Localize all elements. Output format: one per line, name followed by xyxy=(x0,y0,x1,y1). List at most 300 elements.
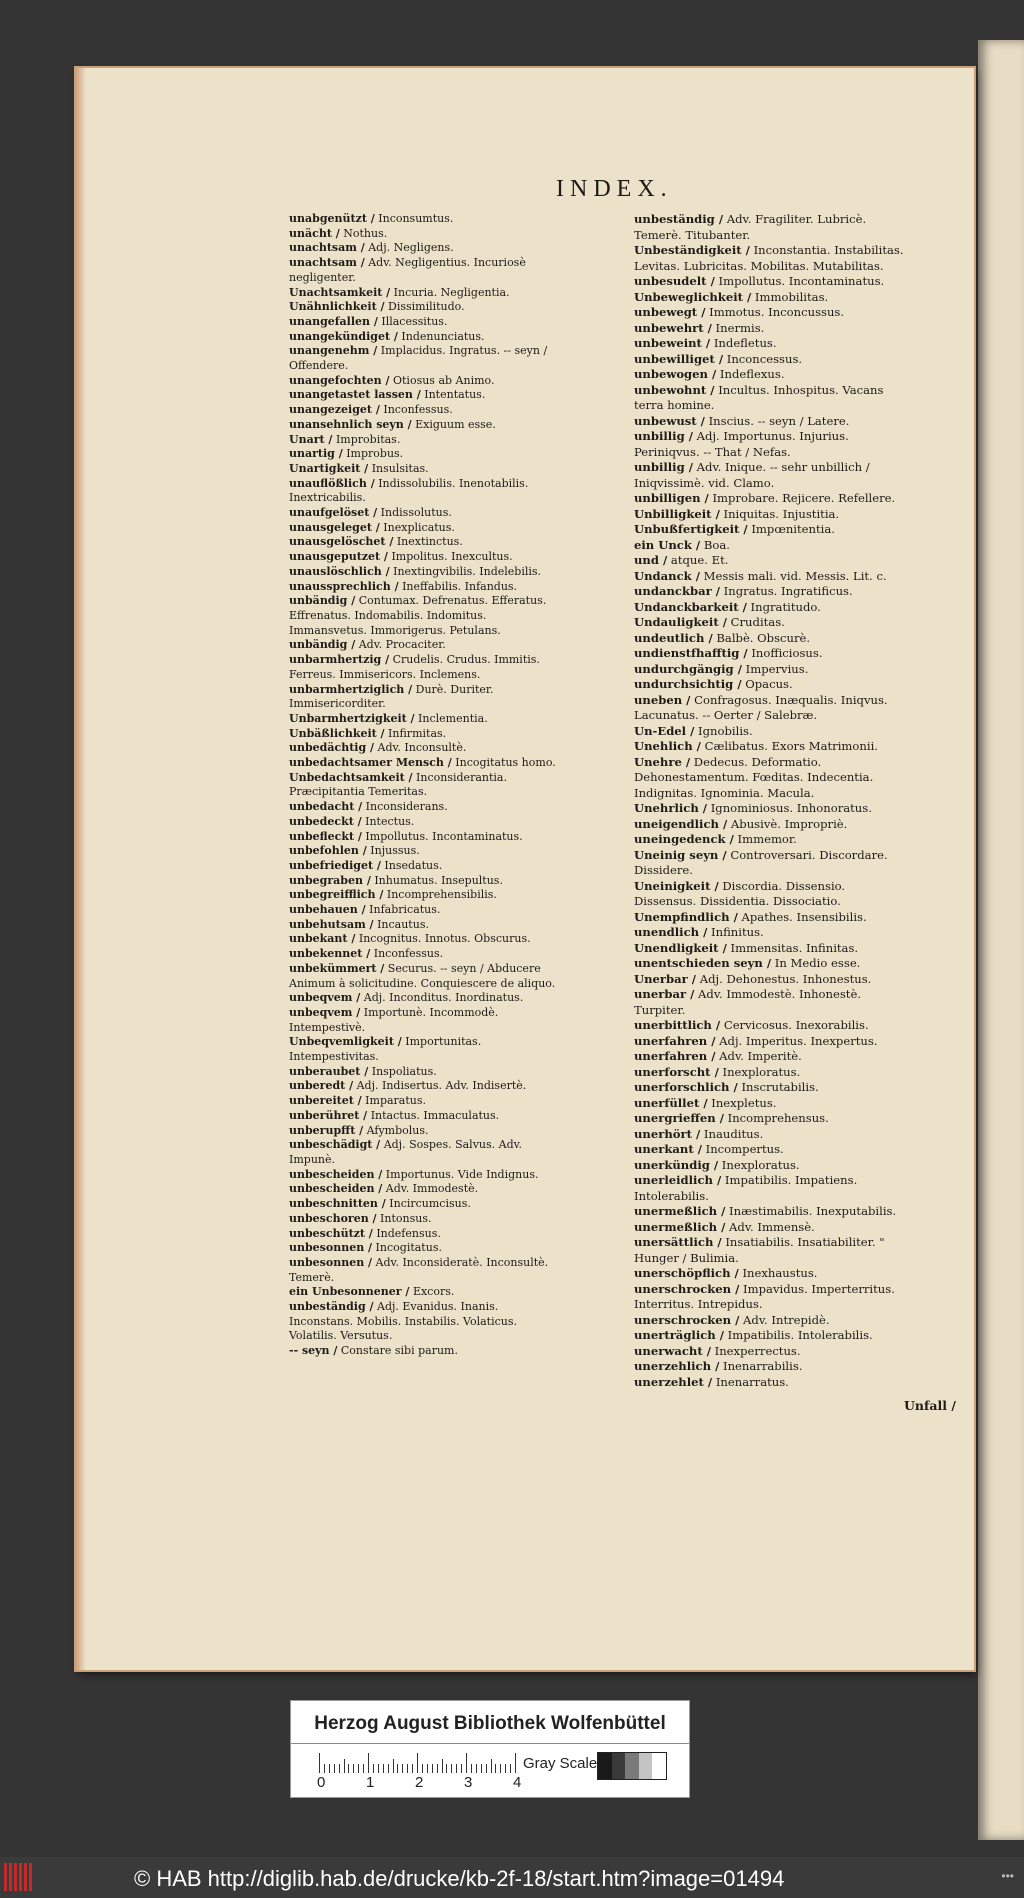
entry-translation: Incogitatus homo. xyxy=(451,756,556,770)
entry-translation: Cervicosus. Inexorabilis. xyxy=(720,1018,869,1032)
entry-headword: unbegreifflich / xyxy=(289,888,384,902)
entry-headword: unbefohlen / xyxy=(289,844,367,858)
index-entry xyxy=(634,553,904,569)
catchword: Unfall / xyxy=(904,1398,956,1413)
ruler-tick xyxy=(437,1764,438,1773)
entry-headword: Undanckbarkeit / xyxy=(634,599,747,614)
entry-headword: Uneinig seyn / xyxy=(634,847,727,862)
copyright-url[interactable]: © HAB http://diglib.hab.de/drucke/kb-2f-18/start.htm?image=01494 xyxy=(134,1866,785,1891)
index-entry xyxy=(289,241,559,256)
entry-translation: Insulsitas. xyxy=(368,461,429,475)
ruler-tick xyxy=(358,1764,359,1773)
entry-translation: Adj. Inconditus. Inordinatus. xyxy=(360,991,524,1005)
entry-headword: unerschöpflich / xyxy=(634,1266,739,1280)
entry-translation: Adj. Sospes. Salvus. Adv. Impunè. xyxy=(289,1138,523,1166)
ruler-tick xyxy=(339,1764,340,1773)
entry-translation: Adv. Fragiliter. Lubricè. Temerè. Titubanter. xyxy=(634,212,867,242)
index-entry xyxy=(634,956,904,972)
ruler-tick xyxy=(417,1753,418,1773)
index-entry xyxy=(289,874,559,889)
entry-headword: unbändig / xyxy=(289,594,356,608)
entry-translation: Ingratitudo. xyxy=(746,599,821,614)
entry-headword: unbewohnt / xyxy=(634,382,715,397)
entry-translation: Securus. -- seyn / Abducere Animum à solicitudine. Conquiescere de aliquo. xyxy=(289,961,556,990)
entry-headword: unachtsam / xyxy=(289,241,365,255)
entry-translation: Intonsus. xyxy=(376,1211,432,1225)
index-entry xyxy=(634,212,904,243)
index-entry xyxy=(634,538,904,554)
entry-headword: Unbarmhertzigkeit / xyxy=(289,711,415,725)
entry-headword: unbeweint / xyxy=(634,336,711,350)
entry-translation: Inenarrabilis. xyxy=(719,1359,803,1373)
entry-translation: Intactus. Immaculatus. xyxy=(367,1108,500,1122)
entry-translation: Adv. Negligentius. Incuriosè negligenter. xyxy=(289,256,526,284)
entry-translation: Adv. Imperitè. xyxy=(715,1049,802,1063)
entry-translation: Inexploratus. xyxy=(718,1157,800,1172)
index-entry xyxy=(634,290,904,306)
entry-translation: Immensitas. Infinitas. xyxy=(726,940,859,955)
entry-headword: unerfahren / xyxy=(634,1049,716,1063)
entry-headword: unberaubet / xyxy=(289,1064,369,1078)
index-entry xyxy=(634,1344,904,1360)
entry-headword: unbeschädigt / xyxy=(289,1138,381,1152)
entry-translation: Incomprehensus. xyxy=(723,1111,829,1125)
entry-translation: Adv. Inconsultè. xyxy=(374,741,467,755)
index-entry xyxy=(289,683,559,712)
ruler-number: 2 xyxy=(415,1774,424,1791)
ruler-tick xyxy=(348,1764,349,1773)
entry-headword: unbewegt / xyxy=(634,305,706,319)
entry-translation: Inexhaustus. xyxy=(738,1266,818,1280)
index-entry xyxy=(289,830,559,845)
entry-translation: Impatibilis. Intolerabilis. xyxy=(724,1328,873,1342)
index-entry xyxy=(289,1124,559,1139)
index-entry xyxy=(289,962,559,991)
hab-logo-icon xyxy=(4,1863,46,1891)
entry-translation: Adv. Procaciter. xyxy=(355,638,446,652)
index-entry xyxy=(289,727,559,742)
ruler-tick xyxy=(476,1764,477,1773)
entry-headword: unbillig / xyxy=(634,429,693,443)
index-entry xyxy=(634,1204,904,1220)
entry-translation: Importunè. Incommodè. Intempestivè. xyxy=(289,1005,499,1034)
index-entry xyxy=(634,491,904,507)
entry-headword: Unart / xyxy=(289,432,333,446)
ruler-tick xyxy=(383,1764,384,1773)
entry-translation: Abusivè. Impropriè. xyxy=(727,816,848,831)
index-entry xyxy=(289,580,559,595)
entry-headword: unerfüllet / xyxy=(634,1095,708,1110)
entry-translation: Ingratus. Ingratificus. xyxy=(720,584,853,598)
entry-headword: Unerbar / xyxy=(634,971,697,986)
entry-headword: unbedacht / xyxy=(289,800,363,814)
index-entry xyxy=(289,859,559,874)
entry-headword: Uneinigkeit / xyxy=(634,878,719,893)
entry-translation: atque. Et. xyxy=(667,553,729,567)
ruler-tick xyxy=(412,1764,413,1773)
entry-headword: unergrieffen / xyxy=(634,1111,724,1125)
index-entry xyxy=(634,832,904,848)
index-entry xyxy=(289,1094,559,1109)
index-entry xyxy=(289,918,559,933)
index-entry xyxy=(634,677,904,693)
entry-translation: Inextingvibilis. Indelebilis. xyxy=(389,564,542,578)
entry-headword: unbekennet / xyxy=(289,947,371,961)
entry-translation: Incautus. xyxy=(373,917,429,931)
scale-ruler xyxy=(319,1751,515,1773)
library-color-card xyxy=(290,1700,690,1798)
entry-headword: unbefleckt / xyxy=(289,829,362,843)
entry-translation: Impervius. xyxy=(741,661,809,676)
entry-headword: unerzehlich / xyxy=(634,1359,720,1373)
entry-translation: Illacessitus. xyxy=(377,314,448,328)
index-entry xyxy=(289,1109,559,1124)
entry-translation: Excors. xyxy=(409,1285,455,1299)
entry-headword: unberühret / xyxy=(289,1108,368,1122)
entry-translation: Controversari. Discordare. Dissidere. xyxy=(634,847,888,877)
entry-headword: unangefochten / xyxy=(289,373,390,387)
index-entry xyxy=(634,1328,904,1344)
entry-headword: unerschrocken / xyxy=(634,1281,740,1296)
entry-headword: unbeschützt / xyxy=(289,1226,373,1240)
entry-translation: Adv. Intrepidè. xyxy=(739,1312,830,1327)
entry-translation: Adv. Immodestè. xyxy=(382,1182,479,1196)
entry-translation: Insedatus. xyxy=(380,858,443,872)
index-entry xyxy=(634,848,904,879)
entry-translation: Improbare. Rejicere. Refellere. xyxy=(708,491,896,505)
index-entry xyxy=(634,1359,904,1375)
entry-translation: Inconcessus. xyxy=(723,351,803,366)
entry-headword: unerfahren / xyxy=(634,1033,716,1048)
entry-headword: unbeschoren / xyxy=(289,1211,377,1225)
ruler-number: 4 xyxy=(513,1774,522,1791)
index-entry xyxy=(634,631,904,647)
index-entry xyxy=(634,755,904,802)
index-entry xyxy=(289,653,559,682)
entry-translation: Inexperrectus. xyxy=(710,1343,801,1358)
entry-headword: unachtsam / xyxy=(289,256,365,270)
index-entry xyxy=(634,910,904,926)
index-entry xyxy=(289,344,559,373)
entry-headword: unbarmhertziglich / xyxy=(289,682,413,696)
entry-translation: Contumax. Defrenatus. Efferatus. Effrenatus. Indomabilis. Indomitus. Immansvetus. Immorigerus. Petulans. xyxy=(289,594,547,637)
entry-headword: unbilligen / xyxy=(634,491,709,505)
entry-translation: Importunitas. Intempestivitas. xyxy=(289,1035,482,1064)
index-entry xyxy=(289,1212,559,1227)
index-entry xyxy=(634,569,904,585)
entry-headword: unauflößlich / xyxy=(289,476,375,490)
ruler-tick xyxy=(466,1753,467,1773)
entry-translation: Adv. Immensè. xyxy=(725,1219,815,1234)
index-entry xyxy=(634,1158,904,1174)
ruler-tick xyxy=(363,1764,364,1773)
index-entry xyxy=(289,1344,559,1359)
entry-headword: Unbäßlichkeit / xyxy=(289,726,385,740)
index-entry xyxy=(634,801,904,817)
entry-translation: Indefensus. xyxy=(372,1226,441,1240)
index-entry xyxy=(289,1182,559,1197)
index-entry xyxy=(634,1282,904,1313)
entry-headword: Undauligkeit / xyxy=(634,615,727,629)
entry-translation: Inermis. xyxy=(711,320,765,335)
index-entry xyxy=(289,815,559,830)
entry-translation: Improbitas. xyxy=(332,432,401,446)
entry-translation: Importunus. Vide Indignus. xyxy=(382,1167,539,1181)
ruler-tick xyxy=(510,1764,511,1773)
entry-translation: Impolitus. Inexcultus. xyxy=(387,550,513,564)
entry-translation: Constare sibi parum. xyxy=(337,1344,458,1358)
index-entry xyxy=(289,741,559,756)
entry-translation: Boa. xyxy=(700,537,730,552)
entry-headword: unaussprechlich / xyxy=(289,579,399,593)
index-entry xyxy=(634,1220,904,1236)
entry-headword: unerkündig / xyxy=(634,1157,719,1172)
ruler-tick xyxy=(422,1764,423,1773)
entry-headword: Unbedachtsamkeit / xyxy=(289,770,413,784)
entry-translation: Inenarratus. xyxy=(712,1374,789,1389)
entry-translation: Inconfessus. xyxy=(370,947,444,961)
entry-translation: Incuria. Negligentia. xyxy=(390,285,510,299)
entry-headword: unerschrocken / xyxy=(634,1312,740,1327)
index-entry xyxy=(289,521,559,536)
entry-translation: Imparatus. xyxy=(361,1094,427,1108)
entry-headword: Unehre / xyxy=(634,754,691,769)
entry-translation: Infirmitas. xyxy=(384,726,447,740)
index-entry xyxy=(289,477,559,506)
entry-headword: unbeständig / xyxy=(634,212,724,226)
gray-swatch xyxy=(652,1753,666,1779)
entry-headword: unendlich / xyxy=(634,925,708,939)
index-entry xyxy=(289,212,559,227)
ruler-tick xyxy=(368,1753,369,1773)
entry-headword: unauslöschlich / xyxy=(289,564,390,578)
index-entry xyxy=(289,903,559,918)
index-entry xyxy=(289,447,559,462)
ruler-tick xyxy=(495,1764,496,1773)
entry-headword: unbewust / xyxy=(634,413,705,428)
index-entry xyxy=(634,972,904,988)
index-entry xyxy=(634,1034,904,1050)
index-entry xyxy=(634,662,904,678)
index-entry xyxy=(634,987,904,1018)
ruler-tick xyxy=(491,1759,492,1773)
entry-translation: Implacidus. Ingratus. -- seyn / Offendere. xyxy=(289,344,548,373)
index-entry xyxy=(289,638,559,653)
entry-translation: Inconsumtus. xyxy=(374,212,454,225)
entry-headword: unerforscht / xyxy=(634,1064,719,1079)
ruler-tick xyxy=(407,1764,408,1773)
ruler-number: 1 xyxy=(366,1774,375,1791)
entry-translation: Inofficiosus. xyxy=(747,646,823,660)
index-entry xyxy=(289,535,559,550)
entry-translation: Intectus. xyxy=(361,814,415,828)
entry-headword: unangezeiget / xyxy=(289,403,380,417)
index-entry xyxy=(289,991,559,1006)
entry-headword: unbefriediget / xyxy=(289,858,381,872)
entry-headword: Unbußfertigkeit / xyxy=(634,522,748,536)
entry-headword: unbesonnen / xyxy=(289,1241,373,1255)
entry-headword: unächt / xyxy=(289,226,340,240)
gray-scale-swatches xyxy=(597,1752,667,1780)
ruler-tick xyxy=(427,1764,428,1773)
entry-headword: unberupfft / xyxy=(289,1123,364,1137)
entry-translation: Inspoliatus. xyxy=(368,1064,437,1078)
ruler-number: 3 xyxy=(464,1774,473,1791)
entry-headword: unbedeckt / xyxy=(289,814,362,828)
entry-translation: Infinitus. xyxy=(707,925,764,939)
ruler-tick xyxy=(402,1764,403,1773)
index-entry xyxy=(634,243,904,274)
entry-translation: Opacus. xyxy=(741,677,793,691)
ruler-tick xyxy=(486,1764,487,1773)
entry-headword: unbereitet / xyxy=(289,1094,362,1108)
index-entry xyxy=(634,584,904,600)
index-column-right xyxy=(634,212,904,1390)
gray-scale-label: Gray Scale xyxy=(523,1755,598,1772)
entry-headword: unangetastet lassen / xyxy=(289,388,421,402)
ruler-tick xyxy=(500,1764,501,1773)
index-entry xyxy=(289,403,559,418)
index-entry xyxy=(634,414,904,430)
ruler-tick xyxy=(481,1764,482,1773)
entry-headword: unangenehm / xyxy=(289,344,378,358)
index-entry xyxy=(289,300,559,315)
entry-translation: Indissolubilis. Inenotabilis. Inextricabilis. xyxy=(289,476,529,505)
entry-headword: unerzehlet / xyxy=(634,1374,713,1389)
entry-translation: Indenunciatus. xyxy=(397,329,485,343)
entry-headword: Unehlich / xyxy=(634,739,701,753)
footer-bar xyxy=(0,1857,1024,1898)
entry-headword: unbewogen / xyxy=(634,367,717,381)
index-entry xyxy=(289,1241,559,1256)
card-divider xyxy=(291,1743,689,1744)
index-entry xyxy=(634,1127,904,1143)
ruler-tick xyxy=(324,1764,325,1773)
entry-headword: unangekündiget / xyxy=(289,329,398,343)
index-entry xyxy=(289,1285,559,1300)
entry-translation: Incircumcisus. xyxy=(385,1197,471,1211)
entry-translation: Inhumatus. Insepultus. xyxy=(370,873,503,887)
ruler-tick xyxy=(471,1764,472,1773)
entry-headword: unerwacht / xyxy=(634,1343,711,1358)
index-entry xyxy=(634,693,904,724)
entry-headword: Unehrlich / xyxy=(634,801,708,815)
entry-translation: Iniquitas. Injustitia. xyxy=(719,506,840,521)
entry-headword: Unartigkeit / xyxy=(289,461,369,475)
ruler-tick xyxy=(393,1759,394,1773)
library-name: Herzog August Bibliothek Wolfenbüttel xyxy=(314,1713,666,1734)
index-entry xyxy=(289,1065,559,1080)
entry-translation: Inextinctus. xyxy=(393,535,463,549)
index-entry xyxy=(289,800,559,815)
entry-translation: Adv. Immodestè. Inhonestè. Turpiter. xyxy=(634,987,862,1017)
index-entry xyxy=(289,1227,559,1242)
entry-headword: unbehutsam / xyxy=(289,917,374,931)
index-entry xyxy=(634,1049,904,1065)
entry-translation: Inscrutabilis. xyxy=(737,1080,819,1094)
entry-translation: Inconsiderantia. Præcipitantia Temeritas. xyxy=(289,770,507,799)
index-entry xyxy=(289,374,559,389)
index-entry xyxy=(634,1313,904,1329)
entry-headword: Undanck / xyxy=(634,568,700,583)
entry-translation: Impollutus. Incontaminatus. xyxy=(361,829,523,843)
entry-headword: unerträglich / xyxy=(634,1328,724,1342)
entry-headword: unbeschnitten / xyxy=(289,1197,386,1211)
index-entry xyxy=(289,932,559,947)
index-entry xyxy=(634,367,904,383)
ruler-tick xyxy=(446,1764,447,1773)
entry-headword: unbillig / xyxy=(634,460,693,474)
entry-translation: Intentatus. xyxy=(420,388,486,402)
entry-headword: unersättlich / xyxy=(634,1235,722,1249)
entry-headword: undurchsichtig / xyxy=(634,677,742,691)
entry-headword: unermeßlich / xyxy=(634,1219,726,1234)
index-entry xyxy=(289,227,559,242)
entry-translation: Inexpletus. xyxy=(707,1095,777,1110)
index-entry xyxy=(634,600,904,616)
entry-headword: und / xyxy=(634,553,668,567)
entry-headword: unbedächtig / xyxy=(289,741,374,755)
entry-translation: Infabricatus. xyxy=(365,903,441,917)
index-entry xyxy=(634,1080,904,1096)
ruler-tick xyxy=(319,1753,320,1773)
entry-translation: Ineffabilis. Infandus. xyxy=(398,579,518,593)
entry-headword: unbeständig / xyxy=(289,1300,374,1314)
index-entry xyxy=(634,352,904,368)
entry-headword: unbegraben / xyxy=(289,873,371,887)
ruler-tick xyxy=(505,1764,506,1773)
entry-headword: unbeqvem / xyxy=(289,991,361,1005)
index-entry xyxy=(289,565,559,580)
entry-translation: Ignobilis. xyxy=(694,723,753,738)
entry-translation: Cælibatus. Exors Matrimonii. xyxy=(700,739,878,753)
index-entry xyxy=(634,1173,904,1204)
entry-headword: unansehnlich seyn / xyxy=(289,417,412,431)
entry-headword: unerhört / xyxy=(634,1126,701,1141)
entry-headword: unangefallen / xyxy=(289,314,378,328)
entry-headword: unerbittlich / xyxy=(634,1018,721,1032)
entry-translation: Indeflexus. xyxy=(716,367,785,381)
entry-translation: Inexploratus. xyxy=(718,1064,801,1079)
entry-translation: Crudelis. Crudus. Immitis. Ferreus. Immisericors. Inclemens. xyxy=(289,653,540,681)
index-entry xyxy=(634,1111,904,1127)
entry-translation: Improbus. xyxy=(342,447,404,461)
ruler-tick xyxy=(344,1759,345,1773)
more-icon[interactable]: ••• xyxy=(1001,1869,1014,1883)
entry-translation: Immobilitas. xyxy=(751,289,829,304)
entry-translation: Immemor. xyxy=(733,832,797,846)
entry-translation: Incogitatus. xyxy=(372,1241,442,1255)
entry-headword: unausgelöschet / xyxy=(289,535,394,549)
gray-swatch xyxy=(598,1753,612,1779)
entry-headword: unentschieden seyn / xyxy=(634,956,772,970)
entry-headword: Unendligkeit / xyxy=(634,940,727,955)
entry-headword: unermeßlich / xyxy=(634,1204,726,1218)
entry-headword: unbeqvem / xyxy=(289,1005,361,1019)
entry-headword: unbesonnen / xyxy=(289,1255,373,1269)
entry-headword: unbescheiden / xyxy=(289,1182,383,1196)
ruler-tick xyxy=(329,1764,330,1773)
entry-translation: Afymbolus. xyxy=(363,1123,429,1137)
index-entry xyxy=(634,817,904,833)
entry-translation: Balbè. Obscurè. xyxy=(712,630,811,645)
entry-translation: Inclementia. xyxy=(414,711,488,725)
index-entry xyxy=(289,844,559,859)
entry-translation: Inexplicatus. xyxy=(379,520,455,534)
entry-translation: In Medio esse. xyxy=(771,956,861,970)
index-entry xyxy=(634,1266,904,1282)
index-entry xyxy=(289,712,559,727)
